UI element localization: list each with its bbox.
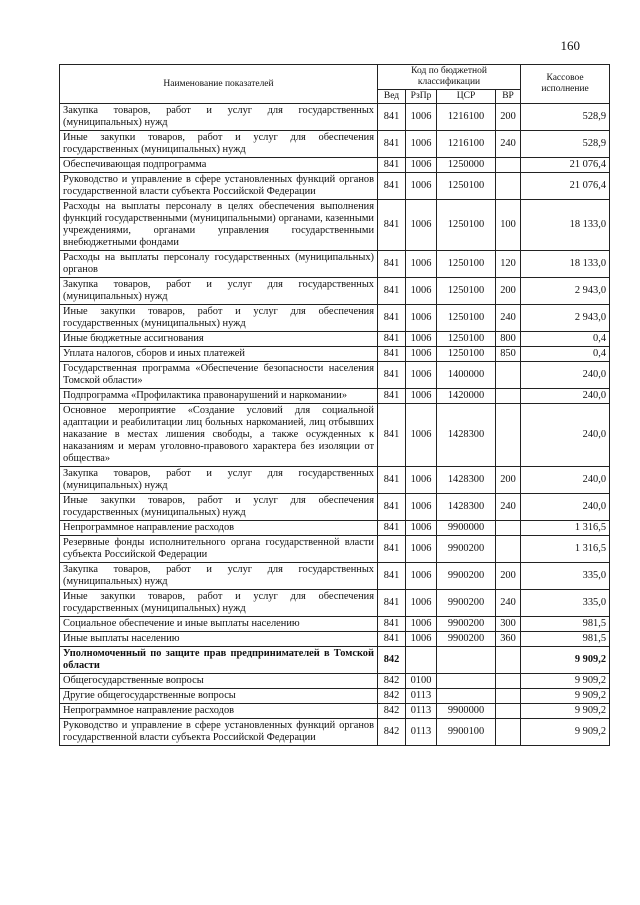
row-rzpr-cell: 1006 <box>406 173 437 200</box>
row-ved-cell: 842 <box>378 674 406 689</box>
row-amount-cell: 21 076,4 <box>521 158 610 173</box>
row-name-cell: Другие общегосударственные вопросы <box>60 689 378 704</box>
budget-execution-table <box>59 64 610 746</box>
row-ved-cell: 841 <box>378 632 406 647</box>
page-number: 160 <box>560 38 580 53</box>
row-name-cell: Иные закупки товаров, работ и услуг для обеспечения государственных (муниципальных) нужд <box>60 131 378 158</box>
row-name-cell: Обеспечивающая подпрограмма <box>60 158 378 173</box>
row-rzpr-cell: 1006 <box>406 632 437 647</box>
row-ved-cell: 841 <box>378 389 406 404</box>
row-amount-cell: 21 076,4 <box>521 173 610 200</box>
table-row <box>60 404 610 467</box>
row-name-cell: Основное мероприятие «Создание условий для социальной адаптации и реабилитации лиц больных наркоманией, лиц отбывших наказание в местах лишения свободы, а также осужденных к наказаниям и мерам уголовно-правового характера без изоляции от общества» <box>60 404 378 467</box>
row-csr-cell: 1250100 <box>437 332 496 347</box>
row-csr-cell: 1400000 <box>437 362 496 389</box>
row-rzpr-cell: 1006 <box>406 305 437 332</box>
row-vr-cell <box>496 647 521 674</box>
row-csr-cell: 9900200 <box>437 632 496 647</box>
row-name-cell: Непрограммное направление расходов <box>60 704 378 719</box>
row-csr-cell: 9900000 <box>437 704 496 719</box>
row-rzpr-cell: 1006 <box>406 332 437 347</box>
row-ved-cell: 841 <box>378 494 406 521</box>
row-name-cell: Иные бюджетные ассигнования <box>60 332 378 347</box>
row-ved-cell: 841 <box>378 305 406 332</box>
row-amount-cell: 9 909,2 <box>521 647 610 674</box>
row-rzpr-cell: 1006 <box>406 200 437 251</box>
row-vr-cell <box>496 362 521 389</box>
row-ved-cell: 841 <box>378 173 406 200</box>
table-row <box>60 617 610 632</box>
row-amount-cell: 9 909,2 <box>521 719 610 746</box>
row-csr-cell: 1250100 <box>437 251 496 278</box>
table-row <box>60 305 610 332</box>
table-row <box>60 494 610 521</box>
row-vr-cell <box>496 719 521 746</box>
row-rzpr-cell: 1006 <box>406 104 437 131</box>
table-row <box>60 632 610 647</box>
row-amount-cell: 0,4 <box>521 332 610 347</box>
table-row <box>60 674 610 689</box>
row-amount-cell: 240,0 <box>521 404 610 467</box>
row-csr-cell <box>437 674 496 689</box>
row-csr-cell: 9900200 <box>437 617 496 632</box>
row-vr-cell: 300 <box>496 617 521 632</box>
row-csr-cell: 1216100 <box>437 131 496 158</box>
row-vr-cell: 240 <box>496 305 521 332</box>
row-rzpr-cell: 0113 <box>406 704 437 719</box>
row-ved-cell: 841 <box>378 590 406 617</box>
row-amount-cell: 9 909,2 <box>521 689 610 704</box>
row-rzpr-cell: 0113 <box>406 719 437 746</box>
table-row <box>60 104 610 131</box>
row-csr-cell: 1216100 <box>437 104 496 131</box>
row-rzpr-cell: 1006 <box>406 251 437 278</box>
row-vr-cell: 200 <box>496 278 521 305</box>
row-rzpr-cell: 1006 <box>406 404 437 467</box>
row-csr-cell: 1428300 <box>437 467 496 494</box>
table-row <box>60 362 610 389</box>
row-csr-cell: 9900000 <box>437 521 496 536</box>
table-row <box>60 647 610 674</box>
row-rzpr-cell: 1006 <box>406 617 437 632</box>
row-name-cell: Подпрограмма «Профилактика правонарушений и наркомании» <box>60 389 378 404</box>
row-csr-cell: 1420000 <box>437 389 496 404</box>
row-csr-cell <box>437 689 496 704</box>
row-amount-cell: 335,0 <box>521 590 610 617</box>
row-csr-cell: 9900200 <box>437 536 496 563</box>
row-name-cell: Иные выплаты населению <box>60 632 378 647</box>
row-rzpr-cell: 1006 <box>406 158 437 173</box>
row-name-cell: Иные закупки товаров, работ и услуг для обеспечения государственных (муниципальных) нужд <box>60 590 378 617</box>
row-amount-cell: 981,5 <box>521 632 610 647</box>
row-vr-cell <box>496 404 521 467</box>
row-vr-cell: 850 <box>496 347 521 362</box>
row-vr-cell <box>496 704 521 719</box>
table-row <box>60 251 610 278</box>
table-row <box>60 173 610 200</box>
row-vr-cell <box>496 173 521 200</box>
row-amount-cell: 18 133,0 <box>521 200 610 251</box>
row-ved-cell: 842 <box>378 647 406 674</box>
row-ved-cell: 841 <box>378 617 406 632</box>
row-ved-cell: 841 <box>378 158 406 173</box>
row-vr-cell: 200 <box>496 563 521 590</box>
table-row <box>60 389 610 404</box>
row-vr-cell <box>496 158 521 173</box>
table-row <box>60 563 610 590</box>
row-rzpr-cell <box>406 647 437 674</box>
header-name: Наименование показателей <box>60 65 378 104</box>
row-vr-cell <box>496 521 521 536</box>
row-ved-cell: 841 <box>378 251 406 278</box>
row-rzpr-cell: 1006 <box>406 536 437 563</box>
table-row <box>60 521 610 536</box>
row-name-cell: Руководство и управление в сфере установленных функций органов государственной власти субъекта Российской Федерации <box>60 719 378 746</box>
table-row <box>60 467 610 494</box>
header-row <box>60 65 610 90</box>
row-rzpr-cell: 0113 <box>406 689 437 704</box>
row-ved-cell: 841 <box>378 104 406 131</box>
row-vr-cell: 240 <box>496 590 521 617</box>
row-name-cell: Иные закупки товаров, работ и услуг для обеспечения государственных (муниципальных) нужд <box>60 305 378 332</box>
row-ved-cell: 842 <box>378 719 406 746</box>
row-csr-cell: 1250100 <box>437 347 496 362</box>
row-ved-cell: 841 <box>378 521 406 536</box>
row-ved-cell: 842 <box>378 704 406 719</box>
table-row <box>60 347 610 362</box>
row-rzpr-cell: 1006 <box>406 494 437 521</box>
table-row <box>60 689 610 704</box>
row-vr-cell: 240 <box>496 131 521 158</box>
row-vr-cell: 120 <box>496 251 521 278</box>
row-vr-cell <box>496 689 521 704</box>
row-name-cell: Общегосударственные вопросы <box>60 674 378 689</box>
row-csr-cell: 1250100 <box>437 173 496 200</box>
row-name-cell: Уполномоченный по защите прав предпринимателей в Томской области <box>60 647 378 674</box>
row-name-cell: Уплата налогов, сборов и иных платежей <box>60 347 378 362</box>
row-name-cell: Расходы на выплаты персоналу в целях обеспечения выполнения функций государственными (муниципальными) органами, казенными учреждениями, органами управления государственными внебюджетными фондами <box>60 200 378 251</box>
row-amount-cell: 0,4 <box>521 347 610 362</box>
row-rzpr-cell: 1006 <box>406 563 437 590</box>
header-code-group: Код по бюджетной классификации <box>378 65 521 90</box>
row-rzpr-cell: 1006 <box>406 278 437 305</box>
table-row <box>60 200 610 251</box>
row-csr-cell <box>437 647 496 674</box>
table-row <box>60 536 610 563</box>
row-amount-cell: 1 316,5 <box>521 521 610 536</box>
row-csr-cell: 1250100 <box>437 305 496 332</box>
row-amount-cell: 240,0 <box>521 467 610 494</box>
row-ved-cell: 841 <box>378 362 406 389</box>
row-amount-cell: 2 943,0 <box>521 305 610 332</box>
row-rzpr-cell: 1006 <box>406 521 437 536</box>
row-ved-cell: 841 <box>378 563 406 590</box>
table-row <box>60 131 610 158</box>
row-amount-cell: 9 909,2 <box>521 674 610 689</box>
row-csr-cell: 9900200 <box>437 590 496 617</box>
row-vr-cell: 100 <box>496 200 521 251</box>
row-ved-cell: 842 <box>378 689 406 704</box>
row-ved-cell: 841 <box>378 200 406 251</box>
row-amount-cell: 1 316,5 <box>521 536 610 563</box>
row-amount-cell: 335,0 <box>521 563 610 590</box>
table-row <box>60 719 610 746</box>
row-rzpr-cell: 0100 <box>406 674 437 689</box>
row-name-cell: Руководство и управление в сфере установленных функций органов государственной власти субъекта Российской Федерации <box>60 173 378 200</box>
row-ved-cell: 841 <box>378 131 406 158</box>
row-ved-cell: 841 <box>378 278 406 305</box>
row-rzpr-cell: 1006 <box>406 389 437 404</box>
row-rzpr-cell: 1006 <box>406 362 437 389</box>
table-row <box>60 704 610 719</box>
row-amount-cell: 240,0 <box>521 389 610 404</box>
row-amount-cell: 2 943,0 <box>521 278 610 305</box>
row-name-cell: Резервные фонды исполнительного органа государственной власти субъекта Российской Федерации <box>60 536 378 563</box>
row-name-cell: Закупка товаров, работ и услуг для государственных (муниципальных) нужд <box>60 467 378 494</box>
row-vr-cell: 200 <box>496 104 521 131</box>
header-vr: ВР <box>496 90 521 104</box>
header-rzpr: РзПр <box>406 90 437 104</box>
row-amount-cell: 240,0 <box>521 494 610 521</box>
row-ved-cell: 841 <box>378 404 406 467</box>
row-amount-cell: 528,9 <box>521 131 610 158</box>
row-name-cell: Закупка товаров, работ и услуг для государственных (муниципальных) нужд <box>60 563 378 590</box>
row-ved-cell: 841 <box>378 347 406 362</box>
table-row <box>60 278 610 305</box>
row-csr-cell: 1428300 <box>437 404 496 467</box>
row-vr-cell: 240 <box>496 494 521 521</box>
row-csr-cell: 9900200 <box>437 563 496 590</box>
row-vr-cell: 360 <box>496 632 521 647</box>
row-csr-cell: 9900100 <box>437 719 496 746</box>
row-csr-cell: 1428300 <box>437 494 496 521</box>
row-ved-cell: 841 <box>378 536 406 563</box>
row-rzpr-cell: 1006 <box>406 467 437 494</box>
row-vr-cell: 200 <box>496 467 521 494</box>
row-vr-cell <box>496 674 521 689</box>
row-vr-cell <box>496 389 521 404</box>
row-rzpr-cell: 1006 <box>406 347 437 362</box>
table-row <box>60 332 610 347</box>
row-csr-cell: 1250000 <box>437 158 496 173</box>
row-name-cell: Социальное обеспечение и иные выплаты населению <box>60 617 378 632</box>
table-row <box>60 590 610 617</box>
row-ved-cell: 841 <box>378 332 406 347</box>
row-amount-cell: 528,9 <box>521 104 610 131</box>
row-amount-cell: 240,0 <box>521 362 610 389</box>
row-amount-cell: 981,5 <box>521 617 610 632</box>
row-name-cell: Закупка товаров, работ и услуг для государственных (муниципальных) нужд <box>60 278 378 305</box>
header-amount: Кассовое исполнение <box>521 65 610 104</box>
table-row <box>60 158 610 173</box>
row-name-cell: Расходы на выплаты персоналу государственных (муниципальных) органов <box>60 251 378 278</box>
table-body <box>60 104 610 746</box>
row-name-cell: Закупка товаров, работ и услуг для государственных (муниципальных) нужд <box>60 104 378 131</box>
header-ved: Вед <box>378 90 406 104</box>
row-amount-cell: 18 133,0 <box>521 251 610 278</box>
row-name-cell: Непрограммное направление расходов <box>60 521 378 536</box>
row-vr-cell <box>496 536 521 563</box>
row-csr-cell: 1250100 <box>437 200 496 251</box>
row-ved-cell: 841 <box>378 467 406 494</box>
header-csr: ЦСР <box>437 90 496 104</box>
row-name-cell: Государственная программа «Обеспечение безопасности населения Томской области» <box>60 362 378 389</box>
row-rzpr-cell: 1006 <box>406 131 437 158</box>
row-csr-cell: 1250100 <box>437 278 496 305</box>
row-amount-cell: 9 909,2 <box>521 704 610 719</box>
row-rzpr-cell: 1006 <box>406 590 437 617</box>
row-name-cell: Иные закупки товаров, работ и услуг для обеспечения государственных (муниципальных) нужд <box>60 494 378 521</box>
row-vr-cell: 800 <box>496 332 521 347</box>
